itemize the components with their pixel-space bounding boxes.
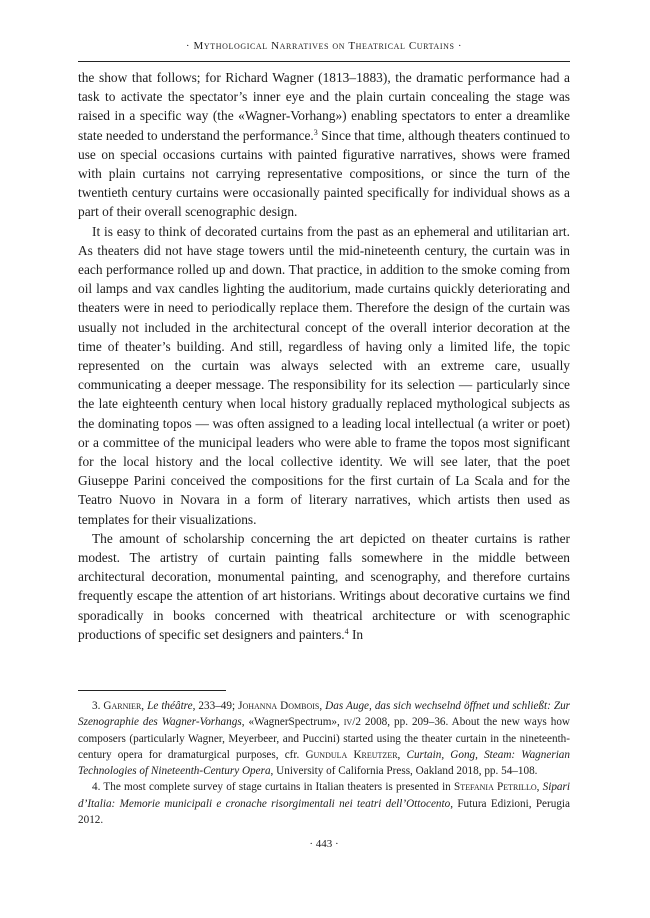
footnote-4-text-1: The most complete survey of stage curtains in Italian theaters is presented in: [103, 781, 454, 794]
footnote-3-title-1: Le théâtre: [147, 700, 193, 712]
footnote-3-sep-1: ,: [141, 700, 148, 712]
paragraph-2: It is easy to think of decorated curtains from the past as an ephemeral and utilitarian art. As theaters did not have stage towers until the mid-nineteenth century, the curtain was in each performance rolled up and down. That practice, in addition to the smoke coming from oil lamps and vax candles lighting the auditorium, made curtains quickly deteriorating and theaters were in need to periodically replace them. Therefore the design of the curtain was usually not included in the architectural concept of the overall interior decoration at the time of theater’s building. And still, regardless of having only a limited life, the topic represented on the curtain was always selected with an extreme care, usually communicating a deeper message. The responsibility for its selection — particularly since the late eighteenth century when local history gradually replaced mythological subjects as the dominating topos — was often assigned to a leading local intellectual (a writer or poet) or a committee of the municipal leaders who were able to frame the topos most significant for the local history and the local collective identity. We will see later, that the poet Giuseppe Parini conceived the compositions for the first curtain of La Scala and for the Teatro Nuovo in Novara in a form of literary narratives, which artists then used as templates for their visualizations.: [78, 223, 570, 527]
footnote-ref-4[interactable]: 4: [344, 626, 349, 636]
footnote-4-sep: ,: [536, 781, 543, 794]
footnote-3-author-3: Gundula Kreutzer: [305, 748, 398, 761]
footnote-rule: [78, 690, 226, 691]
paragraph-1-text-a: the show that follows; for Richard Wagner (1813–1883), the dramatic performance had a task to activate the spectator’s inner eye and the plain curtain concealing the stage was raised in a specific way (the «Wagner-Vorhang») enabling spectators to enter a dreamlike state needed to understand the performance.: [78, 70, 570, 143]
paragraph-1: [78, 68, 570, 222]
footnote-3-rest-4: , University of California Press, Oakland 2018, pp. 54–108.: [270, 765, 538, 778]
footnote-3-title-2: Das Auge, das sich wechselnd öffnet und schließt: Zur Szenographie des Wagner-Vorhangs: [78, 700, 571, 729]
body-text: [78, 68, 570, 644]
footnote-4-rest: , Futura Edizioni, Perugia 2012.: [78, 797, 570, 827]
footnote-3-author-2: Johanna Dombois: [238, 700, 320, 712]
footnote-3-number: 3.: [92, 700, 101, 712]
page-number: · 443 ·: [309, 838, 339, 850]
footnote-3-rest-3: /2 2008, pp. 209–36. About the new ways how composers (particularly Wagner, Meyerbeer, and Puccini) started using the theater curtain in the nineteenth-century opera for dramaturgical purposes, cfr.: [78, 716, 570, 761]
footnote-4-author: Stefania Petrillo: [454, 781, 537, 794]
footnote-3-title-3: Curtain, Gong, Steam: Wagnerian Technologies of Nineteenth-Century Opera: [78, 748, 570, 778]
footnote-ref-3[interactable]: 3: [313, 127, 318, 137]
footnote-4-title: Sipari d’Italia: Memorie municipali e cronache risorgimentali nei teatri dell’Ottocento: [78, 781, 570, 810]
footnote-3-sep-3: ,: [397, 748, 407, 761]
footnote-3-volume: iv: [343, 716, 353, 729]
footnote-3-rest-1: , 233–49;: [192, 700, 239, 712]
footnote-4: [78, 779, 570, 828]
footnote-3: [78, 698, 570, 779]
footnote-4-number: 4.: [92, 781, 101, 794]
paragraph-1-text-b: Since that time, although theaters continued to use on special occasions curtains with painted figurative narratives, shows were framed with plain curtains not carrying representative compositions, or since the turn of the twentieth century curtains were occasionally painted specifically for individual shows as a part of their overall scenographic design.: [78, 127, 570, 220]
footnotes: [78, 698, 570, 828]
paragraph-3-text-b: In: [348, 626, 364, 642]
footnote-3-rest-2: , «WagnerSpectrum»,: [241, 716, 344, 729]
footnote-3-sep-2: ,: [319, 700, 326, 712]
paragraph-3: [78, 529, 570, 644]
footnote-3-author-1: Garnier: [103, 700, 142, 712]
running-head: · Mythological Narratives on Theatrical Curtains ·: [185, 40, 463, 52]
header-rule: [78, 61, 570, 62]
paragraph-3-text-a: The amount of scholarship concerning the art depicted on theater curtains is rather modest. The artistry of curtain painting falls somewhere in the middle between architectural decoration, monumental painting, and scenography, and therefore curtains frequently escape the attention of art historians. Writings about decorative curtains we find sporadically in books concerned with theatrical architecture or with scenographic productions of specific set designers and painters.: [78, 530, 570, 642]
